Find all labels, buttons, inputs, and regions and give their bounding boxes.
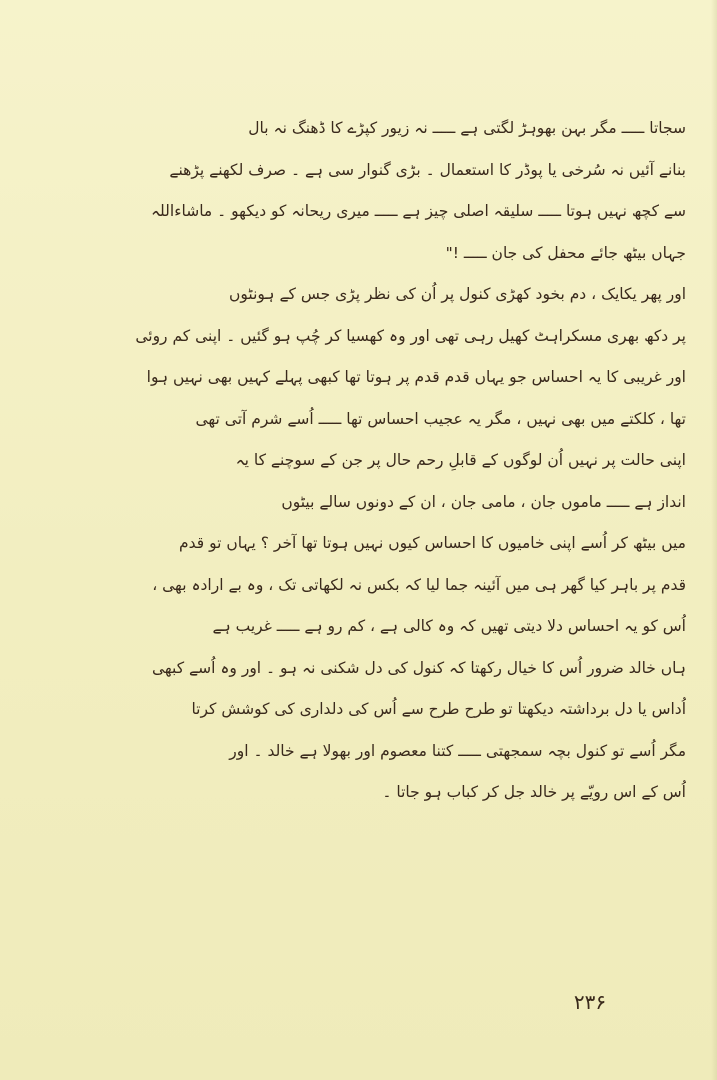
text-line: سے کچھ نہیں ہوتا ـــــ سلیقہ اصلی چیز ہے ـــــ میری ریحانہ کو دیکھو ۔ ماشاءاللہ [150,202,686,220]
text-line: ہاں خالد ضرور اُس کا خیال رکھتا کہ کنول کی دل شکنی نہ ہو ۔ اور وہ اُسے کبھی [151,658,686,677]
text-line: جہاں بیٹھ جائے محفل کی جان ـــــ !" [445,243,686,262]
text-line: اپنی حالت پر نہیں اُن لوگوں کے قابلِ رحم حال پر جن کے سوچنے کا یہ [235,451,686,469]
text-line: اُس کو یہ احساس دلا دیتی تھیں کہ وہ کالی ہے ، کم رو ہے ـــــ غریب ہے [212,617,686,635]
text-line: تھا ، کلکتے میں بھی نہیں ، مگر یہ عجیب احساس تھا ـــــ اُسے شرم آتی تھی [195,409,686,428]
page-edge-shadow [711,0,717,1080]
page-body-text [38,108,686,814]
text-line: اور پھر یکایک ، دم بخود کھڑی کنول پر اُن کی نظر پڑی جس کے ہونٹوں [229,285,686,303]
text-line: اُداس یا دل برداشتہ دیکھتا تو طرح طرح سے اُس کی دلداری کی کوشش کرتا [191,700,686,718]
text-line: میں بیٹھ کر اُسے اپنی خامیوں کا احساس کیوں نہیں ہوتا تھا آخر ؟ یہاں تو قدم [179,534,686,552]
text-line: سجاتا ـــــ مگر بہن بھوہڑ لگتی ہے ـــــ نہ زیور کپڑے کا ڈھنگ نہ بال [248,119,686,137]
text-line: اور غریبی کا یہ احساس جو یہاں قدم قدم پر ہوتا تھا کبھی پہلے کہیں بھی نہیں ہوا [146,368,686,386]
page-number: ۲۳۶ [573,990,607,1014]
text-line: قدم پر باہر کیا گھر ہی میں آئینہ جما لیا کہ بکس نہ لکھاتی تک ، وہ بے ارادہ بھی ، [152,575,686,594]
text-line: پر دکھ بھری مسکراہٹ کھیل رہی تھی اور وہ کھسیا کر چُپ ہو گئیں ۔ اپنی کم روئی [135,326,686,345]
text-line: اُس کے اس رویّے پر خالد جل کر کباب ہو جاتا ۔ [382,783,686,801]
text-line: بنانے آئیں نہ سُرخی یا پوڈر کا استعمال ۔ بڑی گنوار سی ہے ۔ صرف لکھنے پڑھنے [169,160,686,179]
text-line: انداز ہے ـــــ ماموں جان ، مامی جان ، ان کے دونوں سالے بیٹوں [281,492,686,511]
text-line: مگر اُسے تو کنول بچہ سمجھتی ـــــ کتنا معصوم اور بھولا ہے خالد ۔ اور [229,741,686,760]
